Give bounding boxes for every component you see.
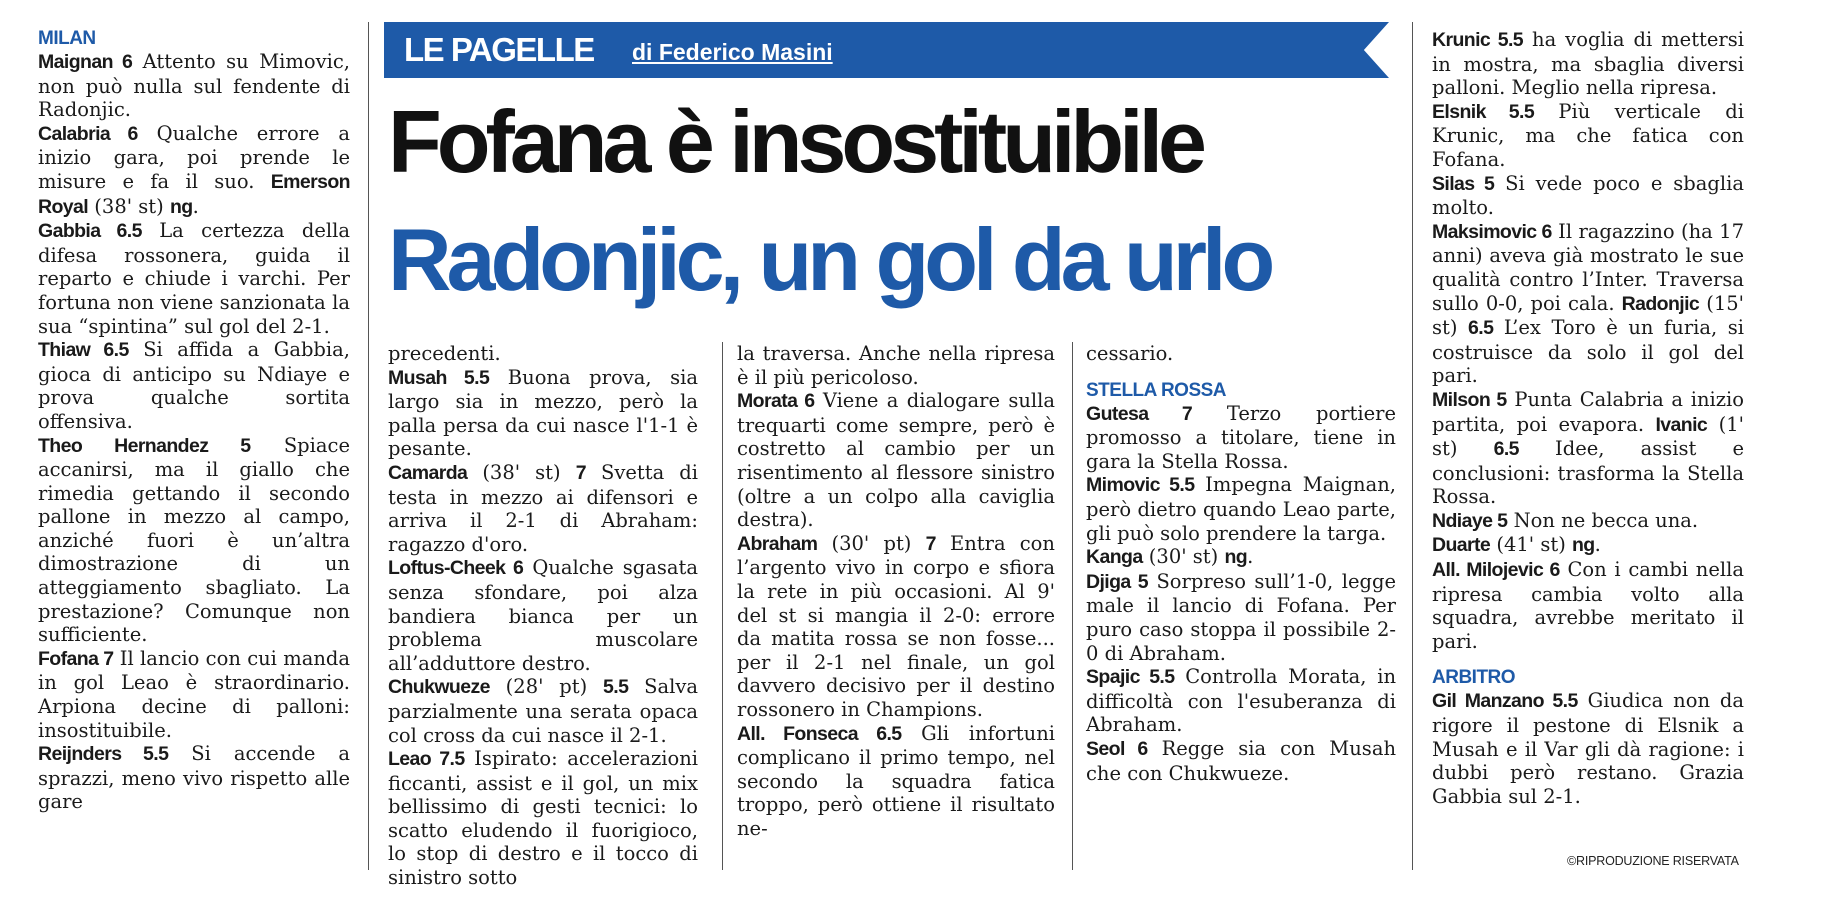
spacer: [1432, 653, 1744, 667]
player-name-score: 6.5: [1468, 317, 1494, 340]
rating-comment: (38' st): [467, 460, 576, 484]
player-name-score: Radonjic: [1621, 292, 1700, 315]
player-name-score: Mimovic 5.5: [1086, 474, 1195, 497]
rating-comment: precedenti.: [388, 342, 501, 365]
rating-comment: Salva parzialmente una serata opaca col cross da cui nasce il 2-1.: [388, 675, 698, 747]
player-rating: [1086, 342, 1396, 366]
player-rating: [1086, 545, 1396, 570]
rating-comment: .: [1594, 533, 1601, 557]
player-rating: [38, 219, 350, 338]
player-rating: [388, 556, 698, 675]
player-name-score: Duarte: [1432, 534, 1491, 557]
rating-comment: Impegna Maignan, però dietro quando Leao parte, gli può solo prendere la targa.: [1086, 473, 1396, 545]
player-rating: [1086, 473, 1396, 545]
rating-comment: .: [1247, 545, 1254, 569]
column-divider: [722, 342, 723, 870]
player-name-score: Loftus-Cheek 6: [388, 557, 524, 580]
rating-comment: (1' st): [1432, 412, 1744, 461]
player-rating: [38, 338, 350, 433]
rating-comment: (28' pt): [489, 675, 604, 699]
player-name-score: ng: [169, 195, 193, 218]
player-rating: [1432, 220, 1744, 388]
rating-comment: Ispirato: accelerazioni ficcanti, assist e il gol, un mix bellissimo di gesti tecnici: lo scatto eludendo il fuorigioco, lo stop di destro e il tocco di sinistro sotto: [388, 747, 698, 890]
rating-comment: Svetta di testa in mezzo ai difensori e arriva il 2-1 di Abraham: ragazzo d'oro.: [388, 460, 698, 556]
player-name-score: All. Milojevic 6: [1432, 559, 1560, 582]
player-name-score: Maignan 6: [38, 51, 133, 73]
player-name-score: Maksimovic 6: [1432, 220, 1552, 243]
player-rating: [1432, 388, 1744, 509]
rating-comment: Più verticale di Krunic, ma che fatica con Fofana.: [1432, 99, 1745, 171]
player-rating: [38, 50, 350, 122]
player-rating: [737, 342, 1055, 389]
player-rating: [38, 647, 350, 742]
player-rating: [388, 342, 698, 366]
rating-comment: Viene a dialogare sulla trequarti come sempre, però è costretto al cambio per un risentimento al flessore sinistro (oltre a un colpo alla caviglia destra).: [737, 389, 1055, 532]
rating-comment: Qualche sgasata senza sfondare, poi alza bandiera bianca per un problema muscolare all’adduttore destro.: [388, 556, 698, 675]
rating-comment: Qualche errore a inizio gara, poi prende le misure e fa il suo.: [38, 121, 351, 193]
rating-comment: Regge sia con Musah che con Chukwueze.: [1086, 736, 1396, 785]
rating-comment: L’ex Toro è un furia, si costruisce da solo il gol del pari.: [1432, 316, 1744, 388]
rating-comment: (30' pt): [817, 531, 926, 555]
player-name-score: Seol 6: [1086, 737, 1148, 760]
player-rating: [388, 366, 698, 461]
rating-comment: (38' st): [88, 194, 170, 218]
rating-comment: Non ne becca una.: [1507, 508, 1699, 532]
player-name-score: 5.5: [603, 676, 629, 699]
player-rating: [1432, 509, 1744, 534]
player-name-score: Elsnik 5.5: [1432, 100, 1535, 123]
rating-comment: cessario.: [1086, 342, 1174, 365]
player-name-score: Musah 5.5: [388, 366, 490, 389]
player-rating: [388, 747, 698, 890]
rating-comment: Si vede poco e sbaglia molto.: [1432, 171, 1744, 220]
player-name-score: Camarda: [388, 461, 468, 484]
rating-comment: Si accende a sprazzi, meno vivo rispetto alle gare: [38, 742, 350, 814]
column-2: [388, 342, 698, 890]
player-name-score: Calabria 6: [38, 122, 138, 145]
rating-comment: .: [192, 194, 199, 218]
rating-comment: ha voglia di mettersi in mostra, ma sbaglia diversi palloni. Meglio nella ripresa.: [1432, 28, 1744, 100]
rating-comment: Con i cambi nella ripresa cambia volto alla squadra, avrebbe meritato il pari.: [1432, 558, 1744, 653]
player-rating: [1086, 737, 1396, 785]
rating-comment: Buona prova, sia largo sia in mezzo, però la palla persa da cui nasce l'1-1 è pesante.: [388, 365, 698, 461]
rating-comment: Controlla Morata, in difficoltà con l'esuberanza di Abraham.: [1086, 665, 1397, 737]
player-name-score: 7: [575, 461, 586, 484]
rating-comment: Attento su Mimovic, non può nulla sul fendente di Radonjic.: [38, 50, 350, 122]
player-name-score: Fofana 7: [38, 647, 114, 670]
rating-comment: Il lancio con cui manda in gol Leao è straordinario. Arpiona decine di palloni: insostituibile.: [38, 646, 350, 742]
player-name-score: ng: [1224, 546, 1248, 569]
player-name-score: Leao 7.5: [388, 748, 465, 771]
player-rating: [38, 742, 350, 814]
player-rating: [1086, 402, 1396, 474]
player-name-score: Kanga: [1086, 546, 1143, 569]
rating-comment: Terzo portiere promosso a titolare, tiene in gara la Stella Rossa.: [1086, 401, 1396, 473]
rating-comment: Giudica non da rigore il pestone di Elsnik a Musah e il Var gli dà ragione: i dubbi però restano. Grazia Gabbia sul 2-1.: [1432, 689, 1744, 808]
player-name-score: 7: [925, 532, 936, 555]
column-milan: [38, 28, 350, 878]
player-rating: [388, 675, 698, 747]
player-rating: [38, 434, 350, 647]
column-divider: [368, 22, 369, 870]
player-rating: [737, 722, 1055, 841]
author-byline[interactable]: di Federico Masini: [632, 39, 833, 65]
player-name-score: Abraham: [737, 532, 818, 555]
player-name-score: Gil Manzano 5.5: [1432, 690, 1578, 713]
player-name-score: Djiga 5: [1086, 570, 1148, 593]
column-stella-rossa: [1086, 342, 1396, 872]
column-divider: [1072, 342, 1073, 870]
player-name-score: Gabbia 6.5: [38, 220, 142, 243]
rating-comment: Spiace accanirsi, ma il giallo che rimedia gettando il secondo pallone in mezzo al campo, anziché fuori è un’altra dimostrazione di un atteggiamento sbagliato. La prestazione? Comunque non sufficiente.: [38, 433, 350, 647]
player-name-score: Thiaw 6.5: [38, 339, 129, 362]
player-name-score: Emerson Royal: [38, 170, 350, 218]
player-rating: [388, 461, 698, 556]
rating-comment: (15' st): [1432, 291, 1744, 340]
rating-comment: Gli infortuni complicano il primo tempo, nel secondo la squadra fatica troppo, però ottiene il risultato ne-: [737, 721, 1056, 840]
player-rating: [1432, 689, 1744, 808]
section-title: LE PAGELLE: [404, 31, 594, 68]
player-name-score: Gutesa 7: [1086, 402, 1193, 425]
player-name-score: Reijnders 5.5: [38, 743, 169, 766]
headline-line-1: Fofana è insostituibile: [388, 92, 1202, 191]
player-rating: [737, 389, 1055, 532]
player-rating: [1432, 172, 1744, 220]
rating-comment: Entra con l’argento vivo in corpo e sfiora la rete in più occasioni. Al 9' del st si mangia il 2-0: errore da matita rossa se non fosse... per il 2-1 nel finale, un gol davvero decisivo per il destino rossonero in Champions.: [737, 531, 1055, 721]
section-heading: ARBITRO: [1432, 667, 1516, 689]
player-name-score: Krunic 5.5: [1432, 29, 1524, 51]
column-3: [737, 342, 1055, 872]
player-rating: [1432, 533, 1744, 558]
player-name-score: Spajic 5.5: [1086, 666, 1175, 689]
player-rating: [1086, 665, 1396, 737]
rating-comment: (30' st): [1142, 545, 1225, 569]
rating-comment: (41' st): [1490, 533, 1572, 557]
rating-comment: Sorpreso sull’1-0, legge male il lancio di Fofana. Per puro caso stoppa il possibile 2-0 di Abraham.: [1086, 569, 1396, 665]
rating-comment: Idee, assist e conclusioni: trasforma la Stella Rossa.: [1432, 437, 1744, 509]
player-name-score: ng: [1572, 534, 1595, 557]
player-rating: [737, 532, 1055, 722]
player-rating: [38, 122, 350, 219]
headline-line-2: Radonjic, un gol da urlo: [388, 210, 1271, 309]
column-5: [1432, 28, 1744, 848]
player-rating: [1432, 558, 1744, 653]
player-name-score: Silas 5: [1432, 172, 1495, 195]
player-name-score: Ndiaye 5: [1432, 509, 1508, 532]
rating-comment: Il ragazzino (ha 17 anni) aveva già mostrato le sue qualità contro l’Inter. Traversa sullo 0-0, poi cala.: [1432, 219, 1744, 315]
player-rating: [1086, 570, 1396, 665]
copyright-note: ©RIPRODUZIONE RISERVATA: [1567, 854, 1739, 868]
player-name-score: Chukwueze: [388, 676, 490, 699]
player-name-score: Milson 5: [1432, 388, 1507, 411]
rating-comment: La certezza della difesa rossonera, guida il reparto e chiude i varchi. Per fortuna non viene sanzionata la sua “spintina” sul gol del 2-1.: [38, 219, 350, 338]
section-heading: STELLA ROSSA: [1086, 379, 1227, 401]
player-name-score: All. Fonseca 6.5: [737, 722, 902, 745]
player-name-score: 6.5: [1493, 438, 1519, 461]
section-heading: MILAN: [38, 28, 96, 49]
player-name-score: Ivanic: [1655, 413, 1708, 436]
rating-comment: la traversa. Anche nella ripresa è il più pericoloso.: [737, 342, 1055, 389]
player-name-score: Theo Hernandez 5: [38, 434, 251, 457]
column-divider: [1412, 22, 1413, 870]
player-rating: [1432, 28, 1744, 100]
rating-comment: Punta Calabria a inizio partita, poi evapora.: [1432, 387, 1744, 436]
rating-comment: Si affida a Gabbia, gioca di anticipo su Ndiaye e prova qualche sortita offensiva.: [38, 338, 350, 433]
player-name-score: Morata 6: [737, 390, 815, 413]
player-rating: [1432, 100, 1744, 172]
spacer: [1086, 366, 1396, 380]
